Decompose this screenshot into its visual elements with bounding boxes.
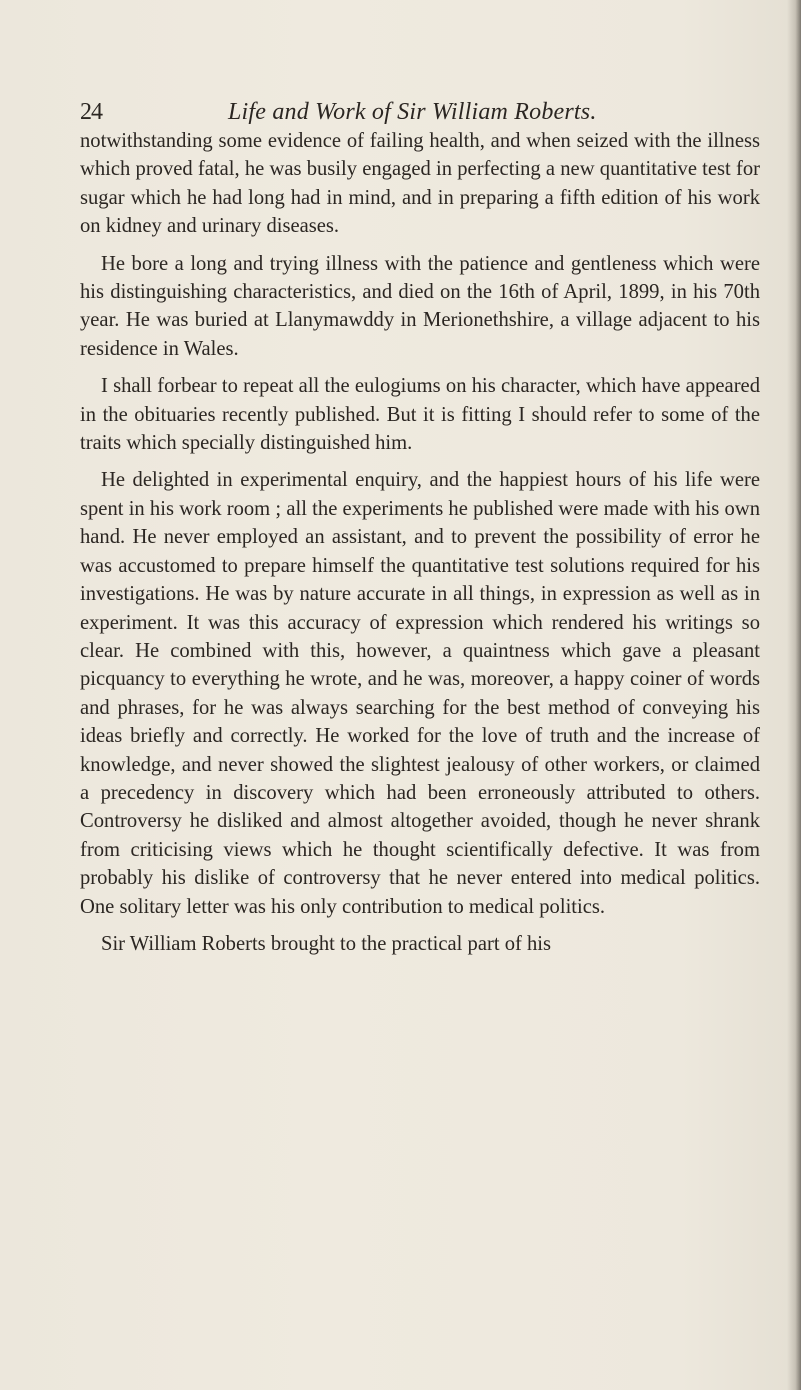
running-title: Life and Work of Sir William Roberts. [228,99,597,125]
body-text [80,127,760,958]
paragraph-character-traits: He delighted in experimental enquiry, and the happiest hours of his life were spent in his work room ; all the experiments he published were made with his own hand. He never employed an assistant, and to prevent the possibility of error he was accustomed to prepare himself the quantitative test solutions required for his investigations. He was by nature accurate in all things, in expression as well as in experiment. It was this accuracy of expression which rendered his writings so clear. He combined with this, however, a quaintness which gave a pleasant picquancy to everything he wrote, and he was, moreover, a happy coiner of words and phrases, for he was always searching for the best method of conveying his ideas briefly and correctly. He worked for the love of truth and the increase of knowledge, and never showed the slightest jealousy of other workers, or claimed a precedency in discovery which had been erroneously attributed to others. Controversy he disliked and almost altogether avoided, though he never shrank from criticising views which he thought scientifically defective. It was from probably his dislike of controversy that he never entered into medical politics. One solitary letter was his only contribution to medical politics. [80,469,760,918]
paragraph-practical-part: Sir William Roberts brought to the practical part of his [101,932,552,955]
page-number: 24 [80,99,102,125]
paragraph-illness-death: He bore a long and trying illness with the patience and gentleness which were his distinguishing characteristics, and died on the 16th of April, 1899, in his 70th year. He was buried at Llanymawddy in Merionethshire, a village adjacent to his residence in Wales. [80,252,760,360]
paragraph-eulogiums: I shall forbear to repeat all the eulogiums on his character, which have appeared in the obituaries recently published. But it is fitting I should refer to some of the traits which specially distinguished him. [80,375,760,455]
page-edge-shadow [787,0,801,1390]
page-header [40,92,760,132]
paragraph-continuation: notwithstanding some evidence of failing health, and when seized with the illness which proved fatal, he was busily engaged in perfecting a new quantitative test for sugar which he had long had in mind, and in preparing a fifth edition of his work on kidney and urinary diseases. [80,130,760,238]
